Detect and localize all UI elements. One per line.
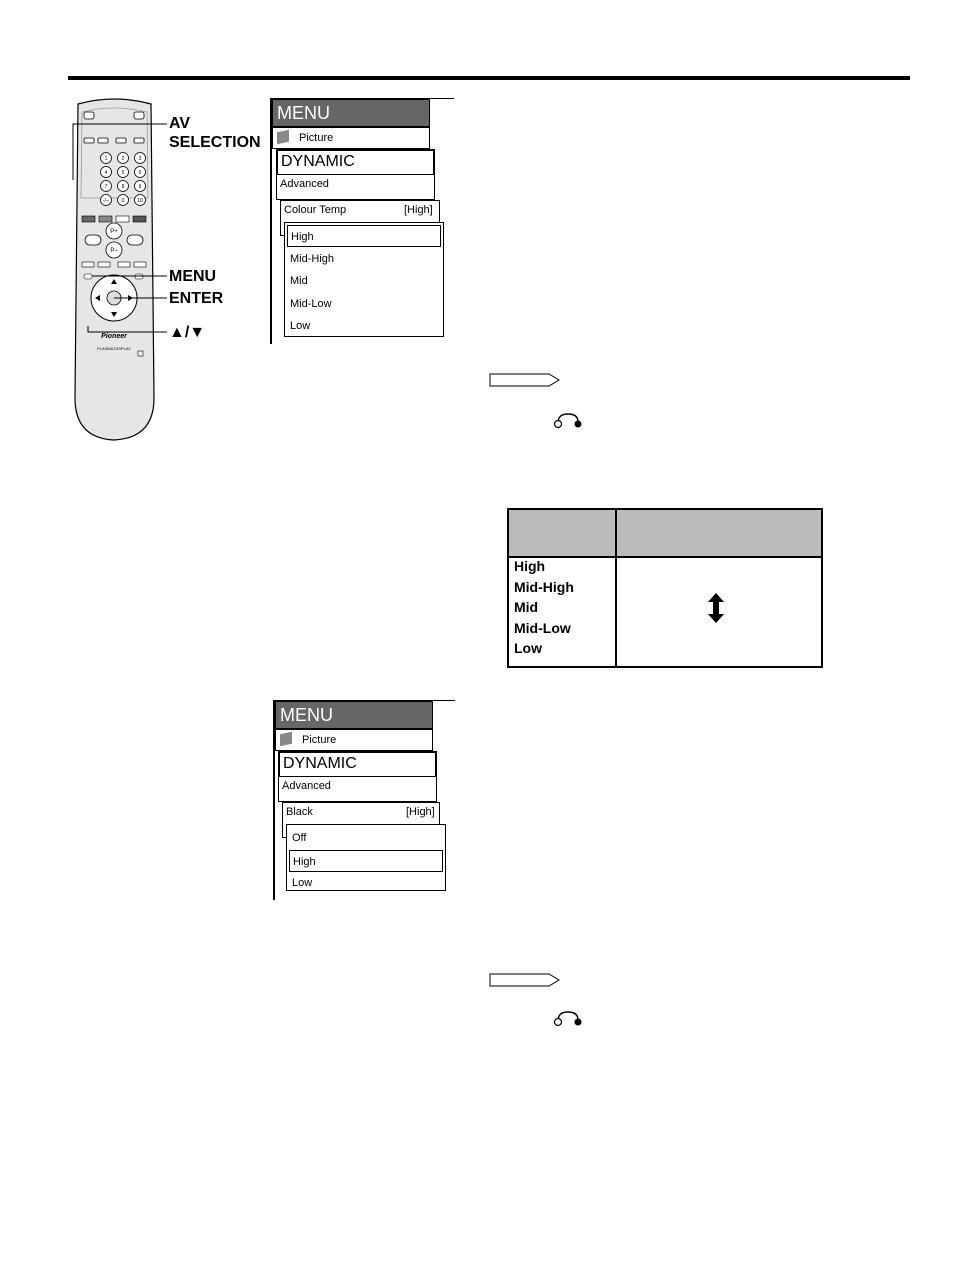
header-rule — [68, 76, 910, 80]
menu1-option[interactable]: Mid-Low — [290, 297, 332, 310]
menu1-title: MENU — [272, 99, 430, 127]
menu1-item-label: Colour Temp — [284, 204, 347, 216]
menu1-advanced[interactable]: Advanced — [280, 178, 329, 190]
arrows-label: ▲/▼ — [169, 324, 206, 341]
menu1-option[interactable]: Mid-High — [290, 252, 335, 265]
remote-number-key-label: 5 — [121, 170, 125, 176]
table-item: Mid-Low — [514, 619, 571, 636]
table-item: Mid-High — [514, 578, 574, 595]
remote-number-key-label: 1 — [104, 156, 108, 162]
menu2-option[interactable]: High — [289, 850, 443, 872]
remote-number-key-label: 8 — [121, 184, 125, 190]
table-header — [509, 510, 821, 558]
picture-icon — [277, 130, 289, 145]
menu2-item-label: Black — [286, 806, 313, 818]
menu-label: MENU — [169, 268, 217, 285]
menu1-option[interactable]: High — [287, 225, 441, 247]
menu1-option[interactable]: Low — [290, 320, 311, 332]
svg-text:Pioneer: Pioneer — [101, 333, 127, 340]
remote-number-key-label: -/-- — [102, 198, 110, 204]
return-icon — [553, 412, 583, 429]
remote-number-key-label: 6 — [138, 170, 142, 176]
remote-number-key-label: 0 — [121, 198, 125, 204]
menu2-mode[interactable]: DYNAMIC — [279, 752, 436, 777]
table-item: High — [514, 558, 546, 574]
menu2-item-value: [High] — [406, 806, 435, 818]
menu2-advanced[interactable]: Advanced — [282, 780, 331, 792]
double-arrow-vertical-icon — [706, 592, 726, 624]
svg-text:P–: P– — [110, 248, 118, 254]
menu1-option[interactable]: Mid — [290, 275, 308, 287]
menu2-title: MENU — [275, 701, 433, 729]
colour-temp-table — [507, 508, 823, 668]
remote-number-key-label: 2 — [121, 156, 125, 162]
menu2-picture-row[interactable]: Picture — [275, 729, 433, 751]
menu1-picture-row[interactable]: Picture — [272, 127, 430, 149]
picture-icon — [280, 732, 292, 747]
menu1-item-value: [High] — [404, 204, 433, 216]
svg-text:P+: P+ — [110, 229, 118, 235]
remote-number-key-label: 9 — [138, 184, 142, 190]
callout-lines — [72, 110, 172, 340]
menu2-options — [286, 824, 446, 891]
svg-text:PLASMA DISPLAY: PLASMA DISPLAY — [97, 346, 131, 351]
note-arrow-icon — [489, 373, 561, 387]
table-item: Mid — [514, 599, 539, 615]
av-selection-label: AV SELECTION — [169, 115, 261, 151]
remote-number-key-label: 7 — [104, 184, 108, 190]
table-divider — [615, 510, 617, 666]
return-icon — [553, 1010, 583, 1027]
remote-number-key-label: 4 — [104, 170, 108, 176]
enter-label: ENTER — [169, 290, 224, 307]
remote-number-key-label: 10 — [137, 198, 143, 204]
note-arrow-icon — [489, 973, 561, 987]
table-item: Low — [514, 640, 542, 656]
menu2-option[interactable]: Low — [292, 877, 313, 889]
remote-number-key-label: 3 — [138, 156, 142, 162]
menu1-options — [284, 222, 444, 337]
menu1-mode[interactable]: DYNAMIC — [277, 150, 434, 175]
menu2-option[interactable]: Off — [292, 832, 307, 844]
